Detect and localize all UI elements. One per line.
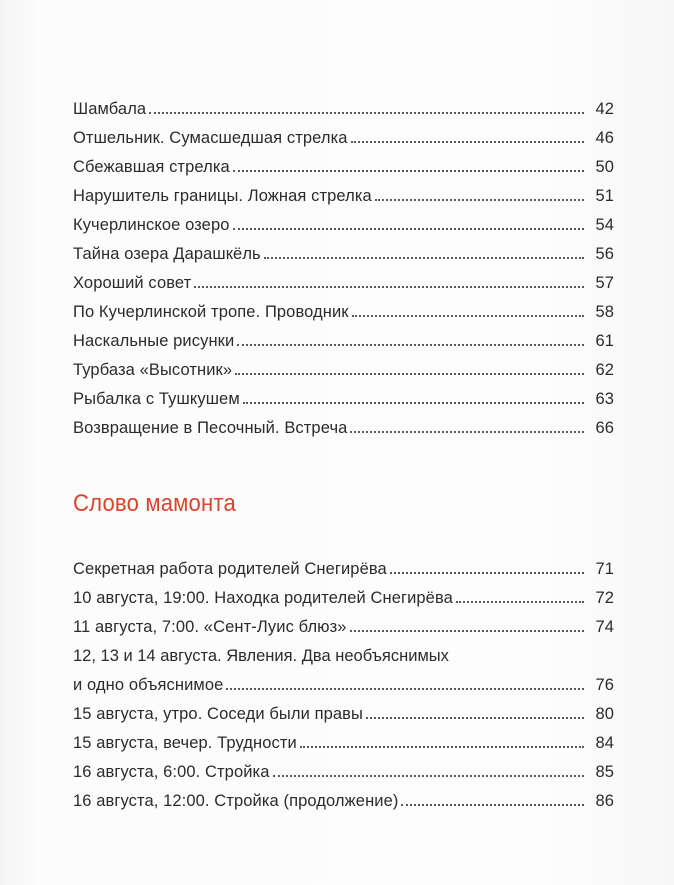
toc-entry-page: 71 <box>595 560 614 578</box>
dot-leader <box>237 344 584 346</box>
toc-entry-title: 11 августа, 7:00. «Сент-Луис блюз» <box>73 618 347 636</box>
toc-entry-title: и одно объяснимое <box>73 676 224 694</box>
dot-leader <box>350 431 584 433</box>
dot-leader <box>456 601 584 603</box>
toc-entry-title: Секретная работа родителей Снегирёва <box>73 560 387 578</box>
toc-entry-title: Шамбала <box>73 100 147 118</box>
toc-entry-title: Возвращение в Песочный. Встреча <box>73 419 348 437</box>
dot-leader <box>264 257 584 259</box>
toc-entry-page: 85 <box>595 763 614 781</box>
toc-entry-page: 62 <box>595 361 614 379</box>
toc-entry[interactable] <box>73 671 614 700</box>
toc-entry[interactable] <box>73 700 614 729</box>
toc-entry-page: 63 <box>595 390 614 408</box>
toc-entry[interactable] <box>73 356 614 385</box>
dot-leader <box>390 572 584 574</box>
toc-entry-page: 72 <box>595 589 614 607</box>
toc-entry[interactable] <box>73 555 614 584</box>
toc-entry[interactable] <box>73 414 614 443</box>
toc-entry-title: 10 августа, 19:00. Находка родителей Снегирёва <box>73 589 453 607</box>
toc-entry[interactable] <box>73 269 614 298</box>
toc-entry-wrapped-first-line[interactable]: 12, 13 и 14 августа. Явления. Два необъяснимых <box>73 647 449 665</box>
toc-entry-title: Нарушитель границы. Ложная стрелка <box>73 187 372 205</box>
dot-leader <box>350 630 584 632</box>
toc-entry-title: Рыбалка с Тушкушем <box>73 390 240 408</box>
dot-leader <box>235 373 584 375</box>
dot-leader <box>366 717 584 719</box>
dot-leader <box>300 746 584 748</box>
toc-entry-page: 66 <box>595 419 614 437</box>
toc-list-second <box>73 555 614 816</box>
toc-entry[interactable] <box>73 211 614 240</box>
toc-entry-title: Кучерлинское озеро <box>73 216 230 234</box>
toc-entry-title: 15 августа, утро. Соседи были правы <box>73 705 363 723</box>
toc-entry-page: 61 <box>595 332 614 350</box>
dot-leader <box>401 804 584 806</box>
toc-entry[interactable] <box>73 298 614 327</box>
dot-leader <box>243 402 584 404</box>
dot-leader <box>149 112 584 114</box>
toc-entry-page: 58 <box>595 303 614 321</box>
toc-entry[interactable] <box>73 729 614 758</box>
toc-entry-title: Турбаза «Высотник» <box>73 361 233 379</box>
toc-entry-title: 16 августа, 12:00. Стройка (продолжение) <box>73 792 399 810</box>
toc-entry[interactable] <box>73 385 614 414</box>
toc-entry-page: 51 <box>595 187 614 205</box>
toc-entry[interactable] <box>73 613 614 642</box>
toc-entry[interactable] <box>73 153 614 182</box>
dot-leader <box>352 315 584 317</box>
toc-entry[interactable] <box>73 327 614 356</box>
toc-entry[interactable] <box>73 124 614 153</box>
toc-entry-title: Тайна озера Дарашкёль <box>73 245 261 263</box>
toc-entry-page: 76 <box>595 676 614 694</box>
toc-entry-title: Хороший совет <box>73 274 192 292</box>
toc-entry-page: 80 <box>595 705 614 723</box>
dot-leader <box>375 199 584 201</box>
toc-entry-title: 15 августа, вечер. Трудности <box>73 734 297 752</box>
toc-entry[interactable] <box>73 240 614 269</box>
toc-entry-page: 74 <box>595 618 614 636</box>
toc-entry-page: 50 <box>595 158 614 176</box>
toc-entry-title: Отшельник. Сумасшедшая стрелка <box>73 129 348 147</box>
dot-leader <box>233 170 584 172</box>
dot-leader <box>233 228 585 230</box>
toc-entry-page: 54 <box>595 216 614 234</box>
toc-entry-page: 86 <box>595 792 614 810</box>
dot-leader <box>194 286 584 288</box>
toc-entry-page: 46 <box>595 129 614 147</box>
toc-list-first <box>73 95 614 443</box>
toc-entry-page: 84 <box>595 734 614 752</box>
toc-entry-title: Наскальные рисунки <box>73 332 235 350</box>
dot-leader <box>226 688 584 690</box>
toc-entry-page: 56 <box>595 245 614 263</box>
toc-entry-title: 16 августа, 6:00. Стройка <box>73 763 270 781</box>
toc-entry-page: 57 <box>595 274 614 292</box>
toc-entry-page: 42 <box>595 100 614 118</box>
toc-entry[interactable] <box>73 182 614 211</box>
toc-entry[interactable] <box>73 584 614 613</box>
toc-entry[interactable] <box>73 758 614 787</box>
section-heading: Слово мамонта <box>73 490 236 517</box>
toc-entry-title: По Кучерлинской тропе. Проводник <box>73 303 349 321</box>
toc-entry[interactable] <box>73 95 614 124</box>
toc-entry-title: Сбежавшая стрелка <box>73 158 230 176</box>
dot-leader <box>351 141 584 143</box>
dot-leader <box>273 775 584 777</box>
toc-entry[interactable] <box>73 787 614 816</box>
